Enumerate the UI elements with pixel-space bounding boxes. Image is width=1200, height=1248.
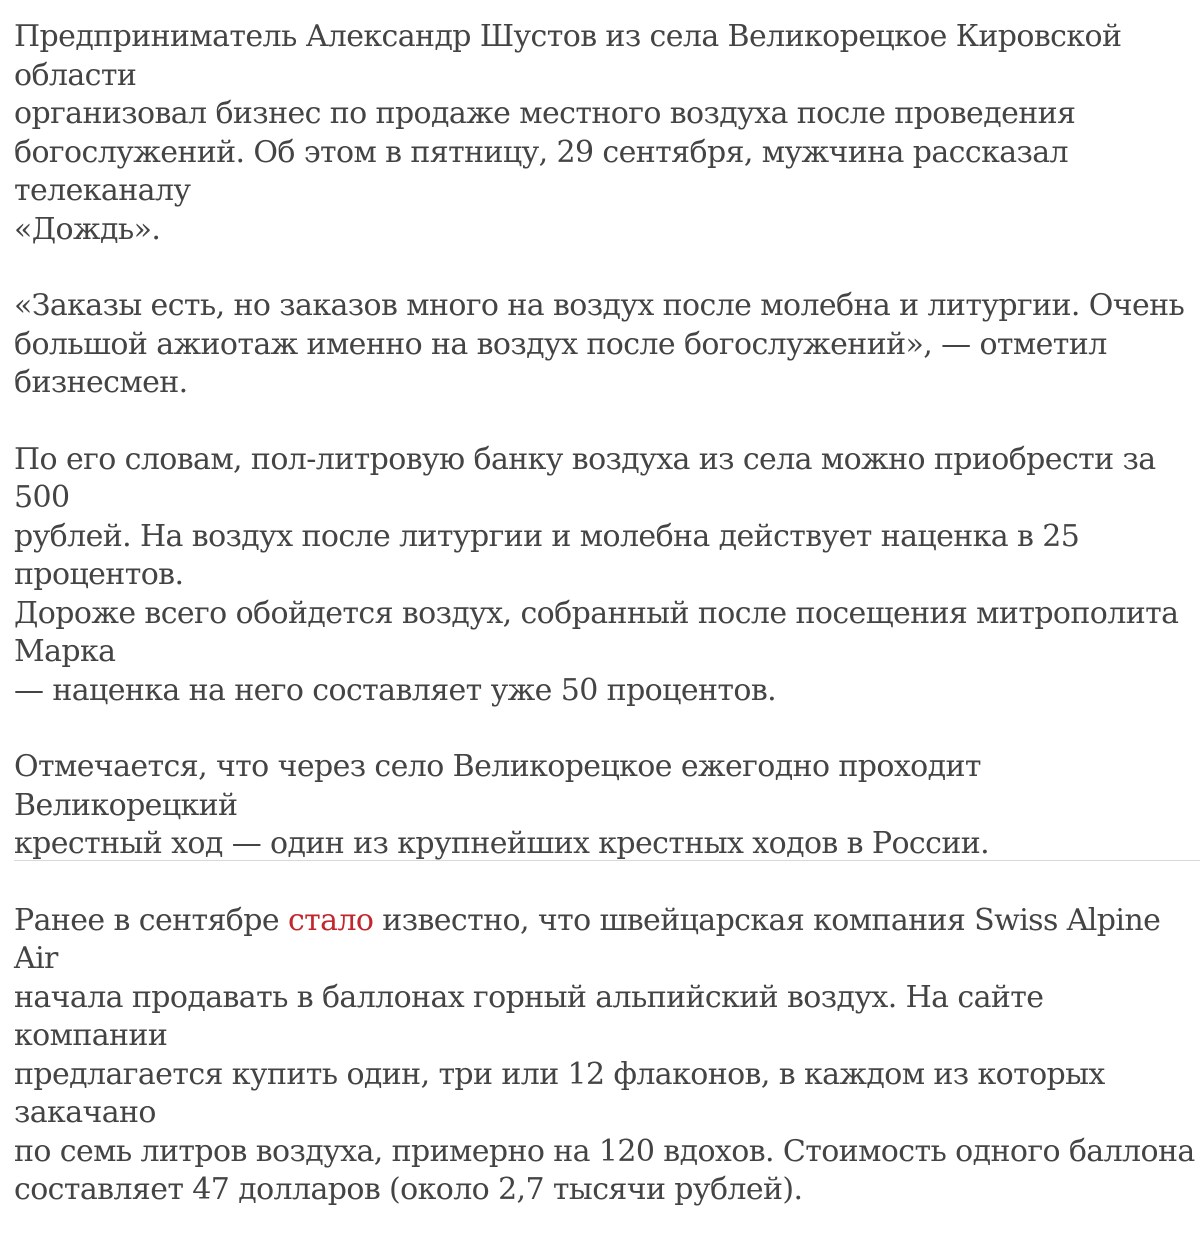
- paragraph-prices: По его словам, пол-литровую банку воздуха из села можно приобрести за 500 рублей. На воздух после литургии и молебна действует наценка в 25 процентов. Дороже всего обойдется воздух, собранный после посещения митрополита Марка — наценка на него составляет уже 50 процентов.: [14, 441, 1179, 708]
- source-link[interactable]: стало: [287, 902, 374, 938]
- paragraph-procession: Отмечается, что через село Великорецкое ежегодно проходит Великорецкий крестный ход — один из крупнейших крестных ходов в России.: [14, 749, 990, 861]
- paragraph-swiss-air-rest: известно, что швейцарская компания Swiss Alpine Air начала продавать в баллонах горный альпийский воздух. На сайте компании предлагается купить один, три или 12 флаконов, в каждом из которых закачано по семь литров воздуха, примерно на 120 вдохов. Стоимость одного баллона составляет 47 долларов (около 2,7 тысячи рублей).: [14, 902, 1195, 1207]
- article-divider: [14, 860, 1200, 861]
- paragraph-swiss-air-start: Ранее в сентябре: [14, 902, 288, 938]
- paragraph-intro: Предприниматель Александр Шустов из села Великорецкое Кировской области организовал бизнес по продаже местного воздуха после проведения богослужений. Об этом в пятницу, 29 сентября, мужчина рассказал телеканалу «Дождь».: [14, 19, 1122, 247]
- paragraph-quote: «Заказы есть, но заказов много на воздух после молебна и литургии. Очень большой ажиотаж именно на воздух после богослужений», — отметил бизнесмен.: [14, 288, 1185, 400]
- article-body: [14, 18, 1200, 1248]
- paragraph-swiss-air: [14, 902, 1200, 1210]
